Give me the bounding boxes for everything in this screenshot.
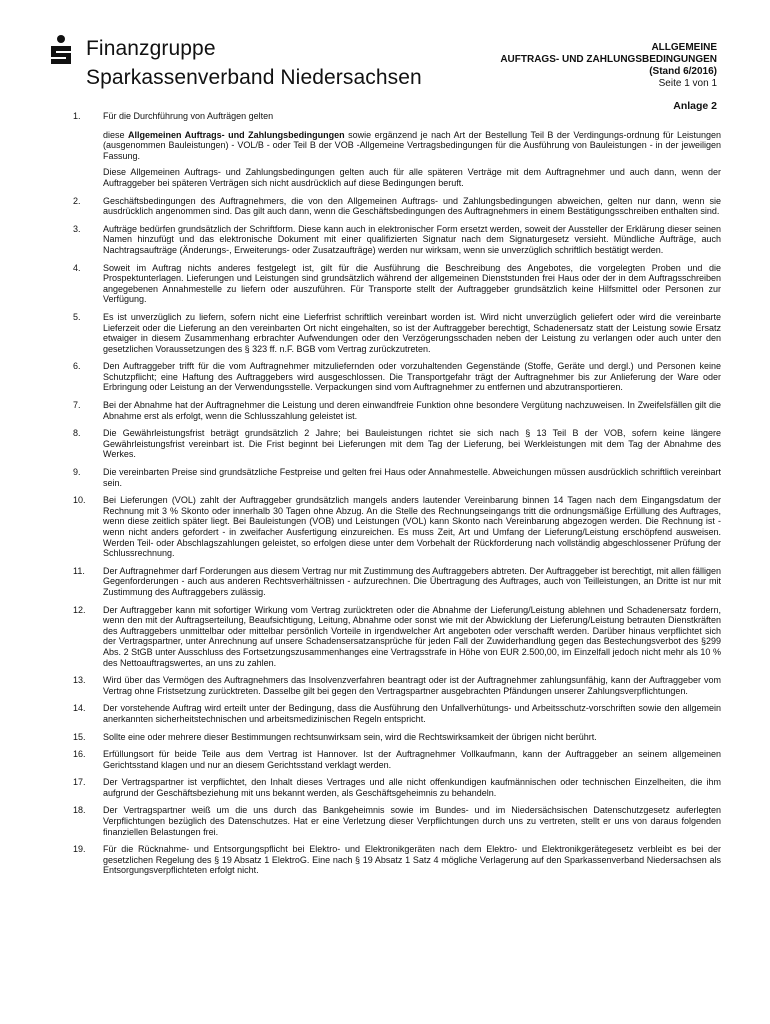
item-number: 17. (73, 777, 86, 788)
item-text-part: diese (103, 129, 128, 140)
list-item (73, 224, 721, 256)
item-number: 16. (73, 749, 86, 760)
item-text: Der vorstehende Auftrag wird erteilt unter der Bedingung, dass die Ausführung den Unfallverhütungs- und Arbeitsschutz-vorschriften sowie den allgemein anerkannten sicherheitstechnischen und arbeitsmedizinischen Regeln entspricht. (103, 703, 721, 724)
item-text: Bei Lieferungen (VOL) zahlt der Auftraggeber grundsätzlich mangels anders lautender Vereinbarung binnen 14 Tagen nach dem Eingangsdatum der Rechnung mit 3 % Skonto oder innerhalb 30 Tagen ohne Abzug. An die Stelle des Rechnungseingangs tritt die ordnungsmäßige Erfüllung des Auftrages, wenn diese zeitlich später liegt. Bei Bauleistungen (VOB) und Leistungen (VOL) kann Skonto nach Vereinbarung abgezogen werden. Die Rechnung ist - wenn nicht anders gefordert - in zweifacher Ausfertigung einzureichen. Es muss Zeit, Art und Umfang der Lieferung/Leistung erschöpfend ausweisen. Werden Teil- oder Abschlagszahlungen geleistet, so erfolgen diese unter dem Vorbehalt der Rückforderung nach vollständig abgeschlossener Prüfung der Schlussrechnung. (103, 495, 721, 559)
list-item (73, 703, 721, 724)
item-number: 9. (73, 467, 81, 478)
item-number: 8. (73, 428, 81, 439)
item-number: 1. (73, 111, 81, 121)
list-item (73, 312, 721, 354)
item-number: 7. (73, 400, 81, 411)
item-text: Die Gewährleistungsfrist beträgt grundsätzlich 2 Jahre; bei Bauleistungen richtet sie sich nach § 13 Teil B der VOB, sofern keine längere Gewährleistungsfrist vereinbart ist. Die Frist beginnt bei Lieferungen mit dem Tag der Lieferung, bei Werkleistungen mit dem Tag der Abnahme des Werkes. (103, 428, 721, 460)
list-item (73, 805, 721, 837)
item-text: Es ist unverzüglich zu liefern, sofern nicht eine Lieferfrist schriftlich vereinbart worden ist. Wird nicht unverzüglich geliefert oder wird die vereinbarte Lieferzeit oder die Lieferung an den vereinbarten Ort nicht eingehalten, so ist der Auftraggeber berechtigt, Schadenersatz statt der Leistung sowie Ersatz etwaiger in diesem Zusammenhang erbrachter Aufwendungen oder den Verzögerungsschaden neben der Leistung zu verlangen oder auch unter den gesetzlichen Voraussetzungen des § 323 ff. n.F. BGB vom Vertrag zurückzutreten. (103, 311, 721, 354)
sparkasse-logo-icon (49, 35, 73, 67)
document-header (500, 42, 717, 90)
item-text-part: sowie ergänzend je nach Art der Bestellung Teil B der Verdingungs-ordnung für Leistungen (ausgenommen Bauleistungen) - VOL/B - oder Teil B der VOB -Allgemeine Vertragsbedingungen für die Ausführung von Bauleistungen - in der jeweiligen Fassung. (103, 129, 721, 161)
item-number: 6. (73, 361, 81, 372)
list-item (73, 844, 721, 876)
item-text: Den Auftraggeber trifft für die vom Auftragnehmer mitzuliefernden oder vorzuhaltenden Gegenstände (Stoffe, Geräte und dergl.) und Personen keine Schutzpflicht; eine Haftung des Auftraggebers wird ausgeschlossen. Die Transportgefahr trägt der Auftragnehmer bis zur Anlieferung der Ware oder Erbringung oder Leistung an der Verwendungsstelle. Verpackungen sind vom Auftragnehmer zu entfernen und abzutransportieren. (103, 361, 721, 393)
list-item (73, 361, 721, 393)
item-number: 19. (73, 844, 86, 855)
item-text: Wird über das Vermögen des Auftragnehmers das Insolvenzverfahren beantragt oder ist der Auftragnehmer zahlungsunfähig, kann der Auftraggeber vom Vertrag ohne Fristsetzung zurücktreten. Dasselbe gilt bei gegen den Vertragspartner ausgebrachten Pfändungen unserer Zahlungsverpflichtungen. (103, 675, 721, 696)
item-text: Bei der Abnahme hat der Auftragnehmer die Leistung und deren einwandfreie Funktion ohne besondere Vergütung nachzuweisen. In Zweifelsfällen gilt die Abnahme erst als erfolgt, wenn die Schlusszahlung geleistet ist. (103, 400, 721, 421)
list-item (73, 495, 721, 559)
item-text: Soweit im Auftrag nichts anderes festgelegt ist, gilt für die Ausführung die Beschreibung des Angebotes, die vorgelegten Proben und die Prospektunterlagen. Lieferungen und Leistungen sind grundsätzlich während der allgemeinen Dienststunden frei Haus oder der in dem Auftragsschreiben angegebenen Annahmestelle zu liefern oder auszuführen. Für Transporte stellt der Auftraggeber grundsätzlich keine Hilfsmittel oder Personen zur Verfügung. (103, 262, 721, 305)
list-item (73, 263, 721, 305)
item-number: 4. (73, 262, 81, 273)
list-item (73, 400, 721, 421)
brand-line2: Sparkassenverband Niedersachsen (86, 66, 422, 89)
item-text (103, 130, 721, 162)
item-number: 15. (73, 731, 86, 742)
item-text: Der Auftragnehmer darf Forderungen aus diesem Vertrag nur mit Zustimmung des Auftraggebers abtreten. Der Auftraggeber ist berechtigt, mit allen fälligen Gegenforderungen - auch aus anderen Rechtsverhältnissen - aufzurechnen. Die Übertragung des Auftrages, auch von Teilleistungen, an Dritte ist nur mit Zustimmung des Auftraggebers zulässig. (103, 565, 721, 597)
list-item (73, 467, 721, 488)
item-text: Sollte eine oder mehrere dieser Bestimmungen rechtsunwirksam sein, wird die Rechtswirksamkeit der übrigen nicht berührt. (103, 731, 597, 742)
item-number: 5. (73, 311, 81, 322)
page-label: Seite 1 von 1 (658, 78, 717, 89)
list-item (73, 566, 721, 598)
item-number: 18. (73, 805, 86, 816)
doc-title-line2: AUFTRAGS- UND ZAHLUNGSBEDINGUNGEN (500, 54, 717, 65)
list-item (73, 675, 721, 696)
item-number: 10. (73, 495, 86, 506)
item-number: 14. (73, 703, 86, 714)
item-text: Der Vertragspartner weiß um die uns durch das Bankgeheimnis sowie im Bundes- und im Niedersächsischen Datenschutzgesetz auferlegten Verpflichtungen bezüglich des Datenschutzes. Hat er eine Verletzung dieser Verpflichtungen durch uns zu vertreten, stellt er uns von daraus folgenden finanziellen Belastungen frei. (103, 805, 721, 837)
brand-line1: Finanzgruppe (86, 37, 216, 60)
item-text: Die vereinbarten Preise sind grundsätzliche Festpreise und gelten frei Haus oder Annahmestelle. Abweichungen müssen ausdrücklich schriftlich vereinbart sein. (103, 467, 721, 488)
item-text: Erfüllungsort für beide Teile aus dem Vertrag ist Hannover. Ist der Auftragnehmer Vollkaufmann, kann der Auftraggeber an seinem allgemeinen Gerichtsstand klagen und nur an diesem Gerichtsstand verklagt werden. (103, 749, 721, 770)
item-number: 2. (73, 195, 81, 206)
item-number: 13. (73, 675, 86, 686)
item-text: Für die Rücknahme- und Entsorgungspflicht bei Elektro- und Elektronikgeräten nach dem Elektro- und Elektronikgerätegesetz verbleibt es bei der gesetzlichen Regelung des § 19 Absatz 1 ElektroG. Eine nach § 19 Absatz 1 Satz 4 mögliche Verlagerung auf den Sparkassenverband Niedersachsen als Entsorgungsverpflichteten erfolgt nicht. (103, 844, 721, 876)
annex-label: Anlage 2 (673, 100, 717, 112)
item-number: 12. (73, 604, 86, 615)
item-text: Der Vertragspartner ist verpflichtet, den Inhalt dieses Vertrages und alle nicht offenkundigen kaufmännischen oder technischen Einzelheiten, die ihm aufgrund der Geschäftsbeziehung mit uns bekannt werden, als Geschäftsgeheimnis zu behandeln. (103, 777, 721, 798)
list-item (73, 111, 721, 189)
item-text: Diese Allgemeinen Auftrags- und Zahlungsbedingungen gelten auch für alle späteren Verträge mit dem Auftragnehmer und auch dann, wenn der Auftraggeber bei späteren Verträgen sich nicht ausdrücklich auf diese Bedingungen beruft. (103, 167, 721, 188)
list-item (73, 605, 721, 669)
list-item (73, 749, 721, 770)
item-text: Aufträge bedürfen grundsätzlich der Schriftform. Diese kann auch in elektronischer Form ersetzt werden, soweit der Aussteller der Erklärung dieser seinen Namen hinzufügt und das elektronische Dokument mit einer qualifizierten Signatur nach dem Signaturgesetz versieht. Mündliche Aufträge, auch Nachtragsaufträge (Änderungs-, Erweiterungs- oder Zusatzaufträge) werden nur wirksam, wenn sie unverzüglich schriftlich bestätigt werden. (103, 223, 721, 255)
list-item (73, 196, 721, 217)
doc-title-line1: ALLGEMEINE (651, 42, 717, 53)
terms-list (73, 111, 721, 883)
item-text: Der Auftraggeber kann mit sofortiger Wirkung vom Vertrag zurücktreten oder die Abnahme der Lieferung/Leistung ablehnen und Schadenersatz fordern, wenn den mit der Auftragserteilung, Beaufsichtigung, Leitung, Abnahme oder sonst wie mit der Abwicklung der Lieferung/Leistung betrauten Dienstkräften des Auftraggebers unmittelbar oder mittelbar persönlich Vorteile in irgendwelcher Art angeboten oder verschafft werden. Darüber hinaus verpflichtet sich der Vertragspartner, unter Anrechnung auf unsere Schadensersatzansprüche für jeden Fall der Zuwiderhandlung gegen das Bestechungsverbot des §299 Abs. 2 StGB unter Ausschluss des Fortsetzungszusammenhanges eine Vertragsstrafe in Höhe von EUR 2.500,00, im Einzelfall jedoch nicht mehr als 10 % des Nettoauftragswertes, an uns zu zahlen. (103, 604, 721, 668)
doc-title-line3: (Stand 6/2016) (649, 66, 717, 77)
item-text-bold: Allgemeinen Auftrags- und Zahlungsbedingungen (128, 129, 345, 140)
item-text: Geschäftsbedingungen des Auftragnehmers, die von den Allgemeinen Auftrags- und Zahlungsbedingungen abweichen, gelten nur dann, wenn sie ausdrücklich angenommen sind. Das gilt auch dann, wenn die Geschäftsbedingungen des Auftragnehmers in einem Bestätigungsschreiben enthalten sind. (103, 195, 721, 217)
item-text: Für die Durchführung von Aufträgen gelten (103, 111, 274, 121)
list-item (73, 777, 721, 798)
list-item (73, 732, 721, 743)
item-number: 3. (73, 223, 81, 234)
list-item (73, 428, 721, 460)
item-number: 11. (73, 565, 85, 576)
